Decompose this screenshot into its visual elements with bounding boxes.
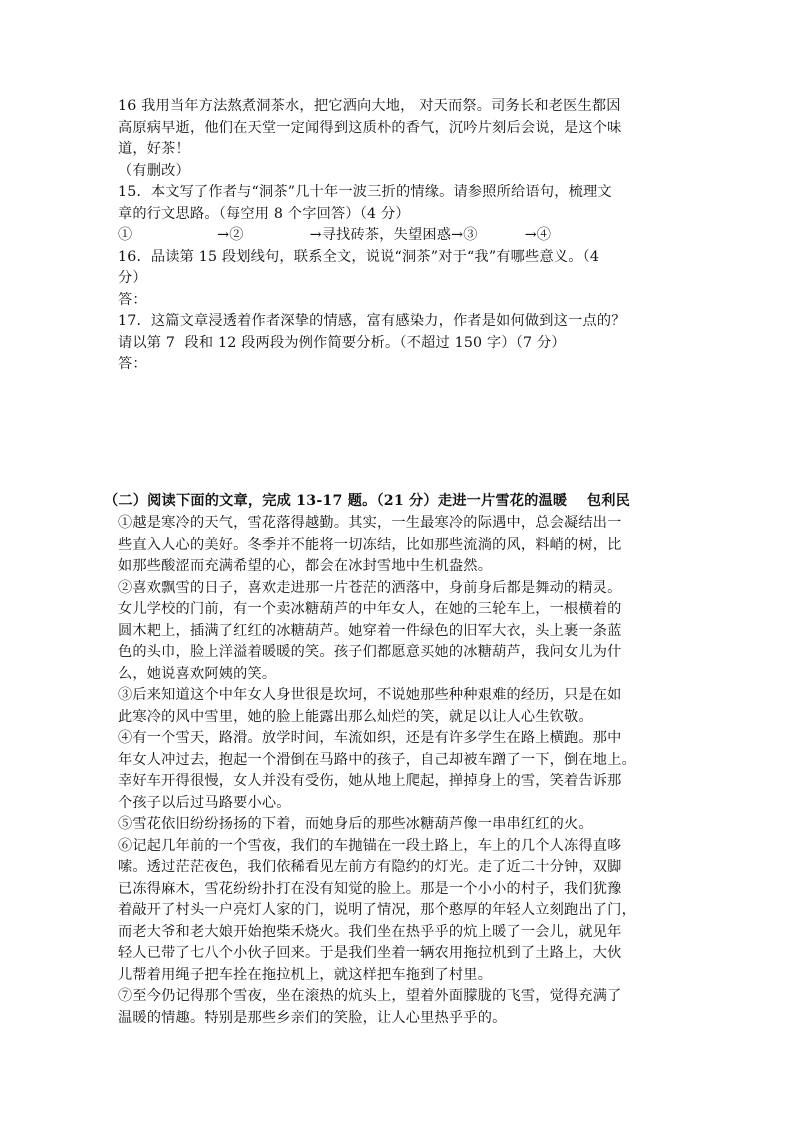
paragraph-line: 已冻得麻木，雪花纷纷扑打在没有知觉的脸上。那是一个小小的村子，我们犹豫 [118,880,622,897]
reading-article-body [118,513,678,1029]
question-16: 16．品读第 15 段划线句，联系全文，说说“洞茶”对于“我”有哪些意义。（4 [118,248,600,265]
paragraph-line: 女儿学校的门前，有一个卖冰糖葫芦的中年女人，在她的三轮车上，一根横着的 [118,601,622,617]
text-line: 16 我用当年方法熬煮洞茶水，把它洒向大地， 对天而祭。司务长和老医生都因 [118,98,621,114]
paragraph-line: ⑥记起几年前的一个雪夜，我们的车抛锚在一段土路上，车上的几个人冻得直哆 [118,837,622,854]
paragraph-line: 幸好车开得很慢，女人并没有受伤，她从地上爬起，掸掉身上的雪，笑着告诉那 [118,773,622,789]
paragraph-line: ③后来知道这个中年女人身世很是坎坷，不说她那些种种艰难的经历，只是在如 [118,687,622,703]
paragraph-line: 轻人已带了七八个小伙子回来。于是我们坐着一辆农用拖拉机到了土路上，大伙 [118,945,622,961]
question-16-cont: 分） [118,270,147,286]
text-line: 道，好茶！ [118,141,190,157]
paragraph-line: 此寒冷的风中雪里，她的脸上能露出那么灿烂的笑，就足以让人心生钦敬。 [118,708,593,725]
question-15-blanks: ① →② →寻找砖茶，失望困惑→③ →④ [118,227,552,243]
paragraph-line: ⑤雪花依旧纷纷扬扬的下着，而她身后的那些冰糖葫芦像一串串红红的火。 [118,816,593,832]
answer-label: 答： [118,291,147,308]
paragraph-line: 着敲开了村头一户亮灯人家的门，说明了情况，那个憨厚的年轻人立刻跑出了门， [118,902,636,918]
paragraph-line: 么，她说喜欢阿姨的笑。 [118,665,277,682]
answer-label: 答： [118,356,147,372]
paragraph-line: 嗦。透过茫茫夜色，我们依稀看见左前方有隐约的灯光。走了近二十分钟，双脚 [118,859,622,875]
paragraph-line: 如那些酸涩而充满希望的心，都会在冰封雪地中生机盎然。 [118,558,493,574]
paragraph-line: ②喜欢飘雪的日子，喜欢走进那一片苍茫的洒落中，身前身后都是舞动的精灵。 [118,579,622,596]
question-15: 15．本文写了作者与“洞茶”几十年一波三折的情缘。请参照所给语句，梳理文 [118,184,612,200]
paragraph-line: 色的头巾，脸上洋溢着暖暖的笑。孩子们都愿意买她的冰糖葫芦，我问女儿为什 [118,644,622,660]
source-note: （有删改） [118,162,190,179]
question-17: 17．这篇文章浸透着作者深挚的情感，富有感染力，作者是如何做到这一点的？ [118,313,626,329]
paragraph-line: ④有一个雪天，路滑。放学时间，车流如织，还是有许多学生在路上横跑。那中 [118,730,622,746]
paragraph-line: 个孩子以后过马路要小心。 [118,794,291,811]
paragraph-line: ⑦至今仍记得那个雪夜，坐在滚热的炕头上，望着外面朦胧的飞雪，觉得充满了 [118,988,622,1004]
paragraph-line: 些直入人心的美好。冬季并不能将一切冻结，比如那些流淌的风，料峭的树，比 [118,536,622,553]
paragraph-line: 而老大爷和老大娘开始抱柴禾烧火。我们坐在热乎乎的炕上暖了一会儿，就见年 [118,923,622,940]
question-17-cont: 请以第 7 段和 12 段两段为例作简要分析。（不超过 150 字）（7 分） [118,334,566,351]
text-line: 高原病早逝，他们在天堂一定闻得到这质朴的香气，沉吟片刻后会说，是这个味 [118,119,622,136]
paragraph-line: ①越是寒冷的天气，雪花落得越勤。其实，一生最寒冷的际遇中，总会凝结出一 [118,515,622,531]
previous-article-section [118,96,678,376]
paragraph-line: 圆木耙上，插满了红红的冰糖葫芦。她穿着一件绿色的旧军大衣，头上裹一条蓝 [118,622,622,639]
section-heading: （二）阅读下面的文章，完成 13-17 题。（21 分）走进一片雪花的温暖 包利民 [104,493,630,509]
paragraph-line: 儿帮着用绳子把车拴在拖拉机上，就这样把车拖到了村里。 [118,966,493,983]
paragraph-line: 温暖的情趣。特别是那些乡亲们的笑脸，让人心里热乎乎的。 [118,1009,507,1026]
paragraph-line: 年女人冲过去，抱起一个滑倒在马路中的孩子，自己却被车蹭了一下，倒在地上。 [118,751,636,768]
question-15-cont: 章的行文思路。（每空用 8 个字回答）（4 分） [118,205,410,222]
